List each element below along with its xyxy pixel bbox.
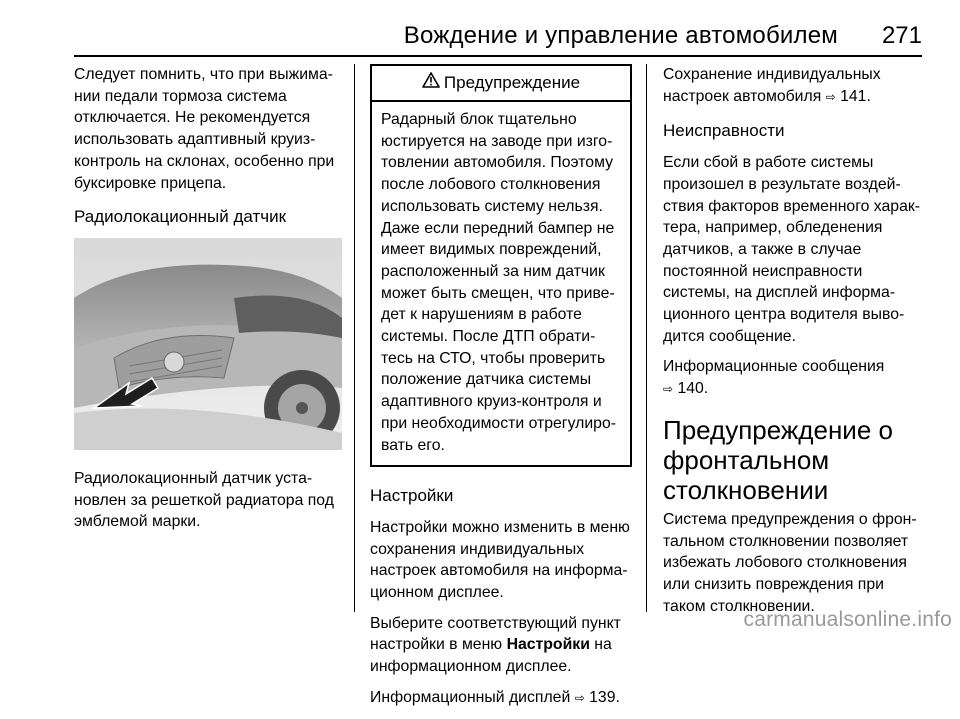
warning-text: Радарный блок тщательно юстируется на заводе при изго- товлении автомобиля. Поэтому после лобового столкновения использовать систему нельзя. Даже если передний бампер не имеет видимых повреждений, расположенный за ним датчик может быть смещен, что приве- дет к нарушениям в работе системы. После ДТП обрати- тесь на СТО, чтобы проверить положение датчика системы адаптивного круиз-контроля и при необходимости отрегулиро- вать его. — [381, 111, 616, 454]
page-number: 271 — [881, 22, 922, 49]
info-display-reference: Информационный дисплей ⇨ 139. — [370, 688, 620, 706]
car-front-radar-illustration — [74, 238, 342, 450]
settings-paragraph: Настройки можно изменить в меню сохранения индивидуальных настроек автомобиля на информа- ционном дисплее. — [370, 518, 630, 602]
page-header — [0, 0, 960, 56]
collision-alert-paragraph: Система предупреждения о фрон- тальном столкновении позволяет избежать лобового столкновения или снизить повреждения при таком столкновении. — [663, 510, 917, 615]
column-divider — [646, 64, 647, 612]
page-ref-arrow-icon[interactable]: ⇨ — [825, 89, 836, 104]
column-right — [663, 64, 925, 626]
intro-paragraph: Следует помнить, что при выжима- нии педали тормоза система отключается. Не рекомендуется использовать адаптивный круиз- контроль на склонах, особенно при буксировке прицепа. — [74, 66, 335, 192]
header-rule — [74, 55, 922, 57]
watermark: carmanualsonline.info — [743, 608, 952, 631]
page-title: Вождение и управление автомобилем — [403, 22, 838, 49]
column-divider — [354, 64, 355, 612]
page-ref-arrow-icon[interactable]: ⇨ — [574, 690, 585, 705]
page-ref-arrow-icon[interactable]: ⇨ — [663, 382, 674, 397]
settings-menu-name: Настройки — [506, 636, 590, 654]
section-heading-radar: Радиолокационный датчик — [74, 207, 287, 227]
column-middle — [370, 64, 632, 719]
figure-caption: Радиолокационный датчик уста- новлен за решеткой радиатора под эмблемой марки. — [74, 469, 334, 531]
section-heading-collision-alert: Предупреждение о фронтальном столкновении — [663, 414, 893, 505]
warning-box — [370, 64, 632, 467]
info-messages-reference: Информационные сообщения ⇨ 140. — [663, 358, 885, 398]
settings-menu-paragraph: Выберите соответствующий пункт настройки в меню Настройки на информационном дисплее. — [370, 614, 621, 676]
warning-header — [372, 66, 630, 102]
column-left — [74, 64, 342, 542]
warning-triangle-icon — [422, 72, 440, 94]
section-heading-faults: Неисправности — [663, 121, 785, 141]
warning-title: Предупреждение — [443, 73, 581, 93]
section-heading-settings: Настройки — [370, 486, 454, 506]
personalization-reference: Сохранение индивидуальных настроек автомобиля ⇨ 141. — [663, 66, 881, 105]
faults-paragraph: Если сбой в работе системы произошел в результате воздей- ствия факторов временного харак- тера, например, обледенения датчиков, а также в случае постоянной неисправности системы, на дисплей информа- ционного центра водителя выво- дится сообщение. — [663, 154, 921, 345]
